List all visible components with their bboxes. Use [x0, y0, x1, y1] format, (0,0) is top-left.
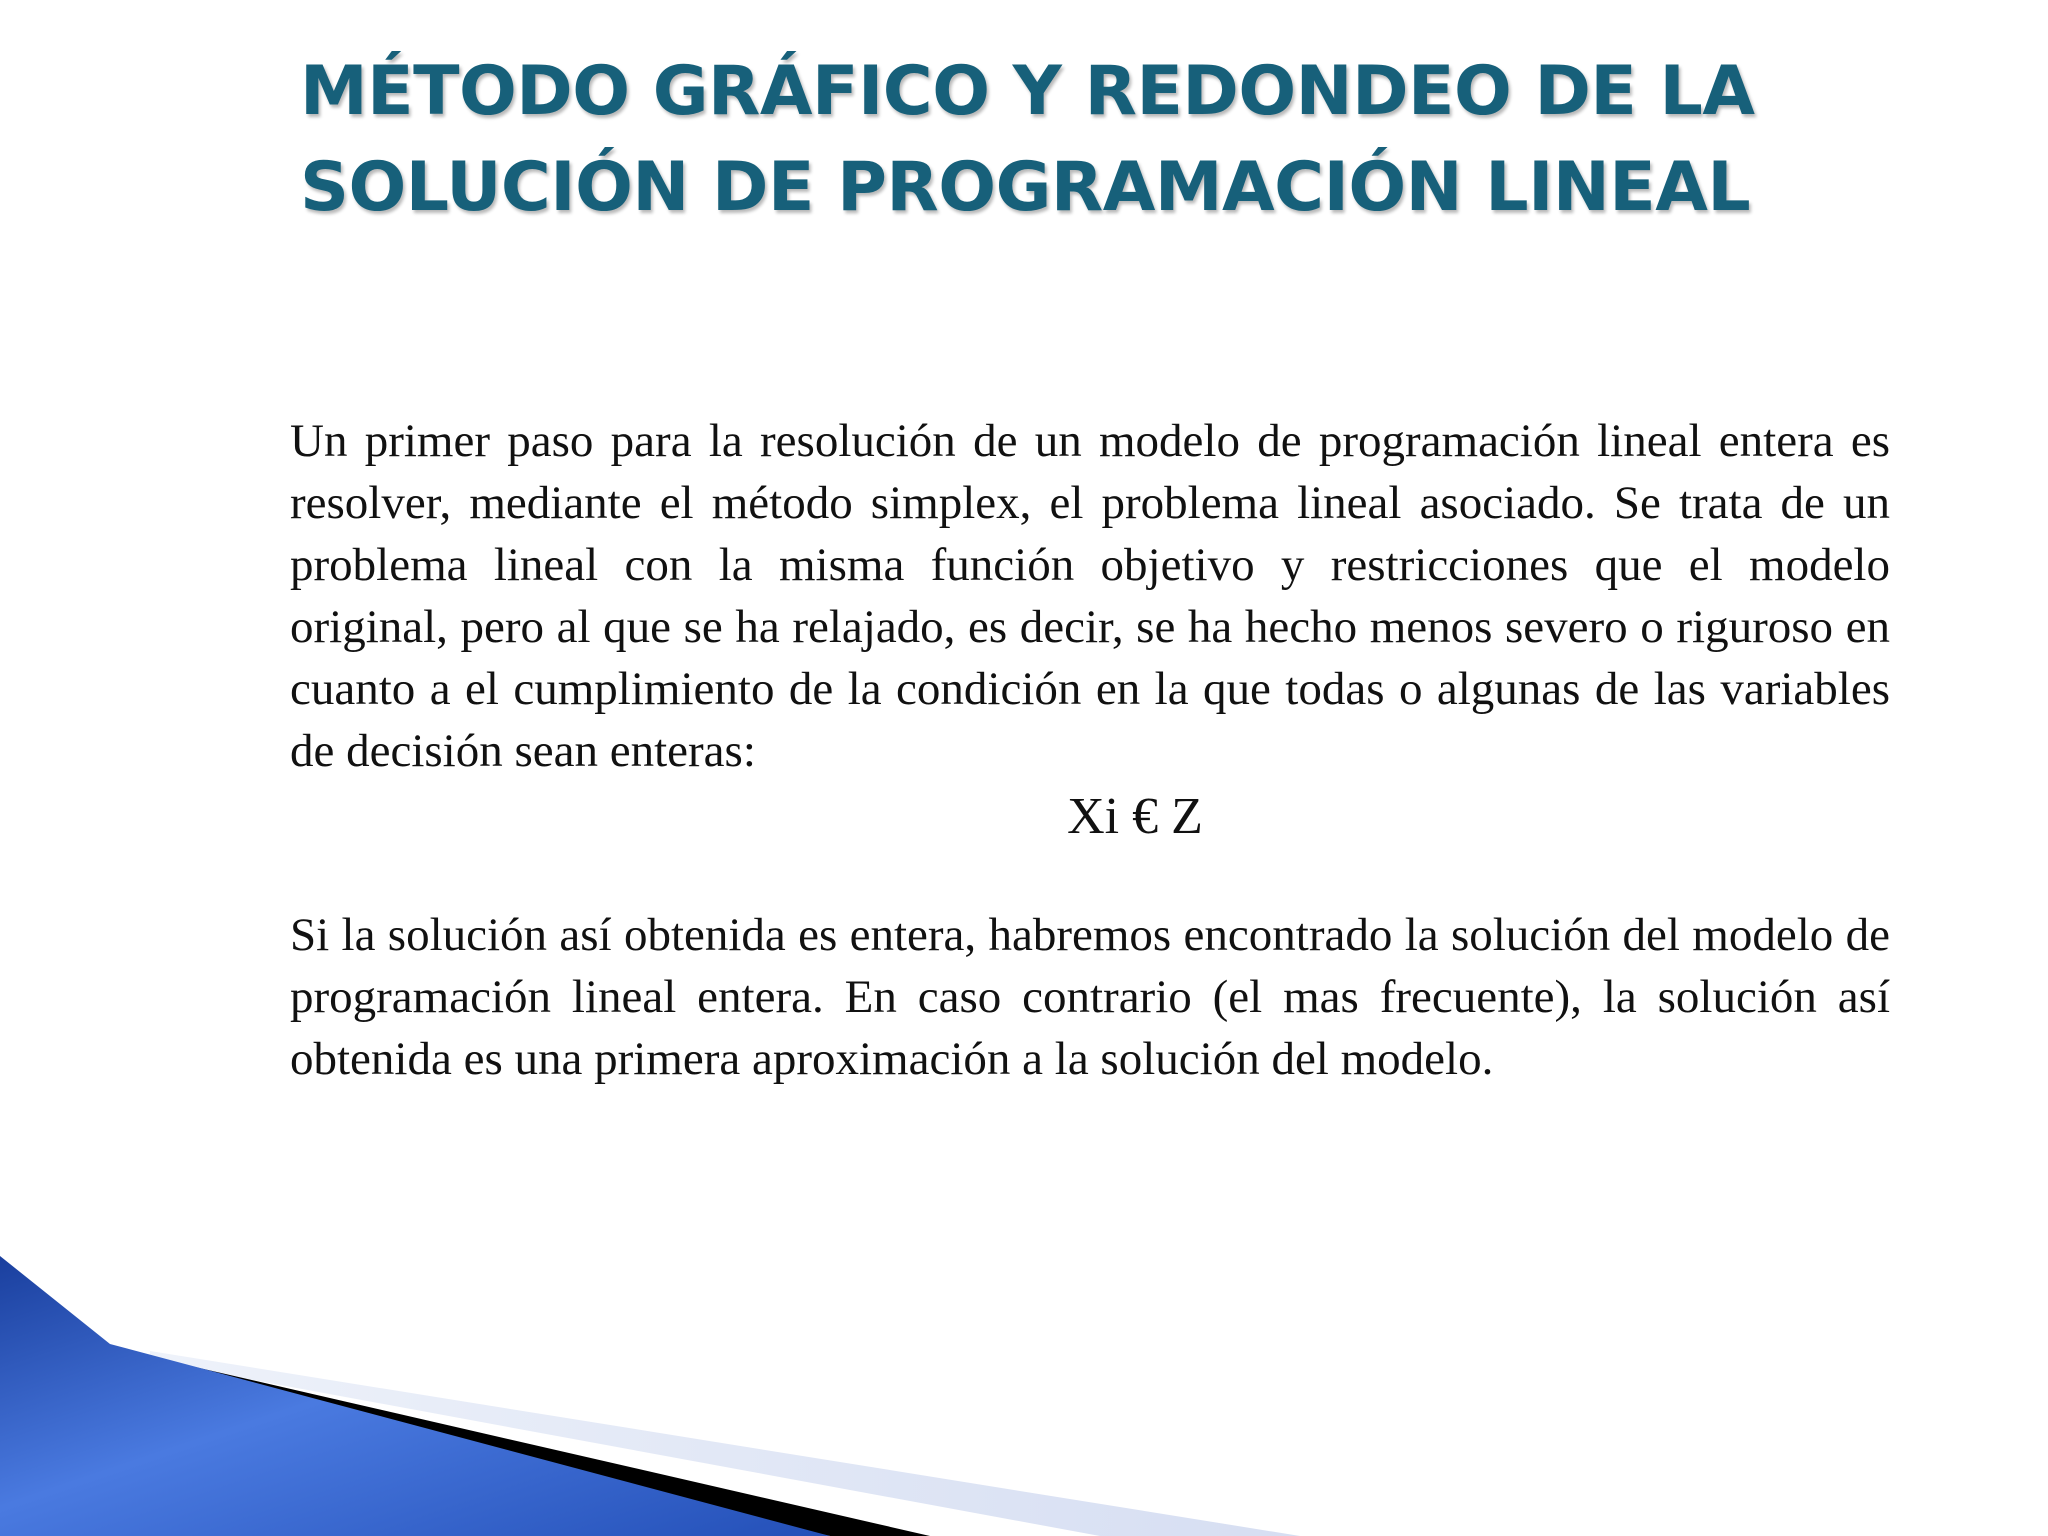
slide-title-line-1: MÉTODO GRÁFICO Y REDONDEO DE LA — [300, 52, 1755, 131]
corner-swoosh-decoration — [0, 1256, 1300, 1536]
slide-body — [290, 410, 1890, 1090]
slide-title-line-2: SOLUCIÓN DE PROGRAMACIÓN LINEAL — [300, 148, 1751, 227]
paragraph-intro: Un primer paso para la resolución de un modelo de programación lineal entera es resolver, mediante el método simplex, el problema lineal asociado. Se trata de un problema lineal con la misma función objetivo y restricciones que el modelo original, pero al que se ha relajado, es decir, se ha hecho menos severo o riguroso en cuanto a el cumplimiento de la condición en la que todas o algunas de las variables de decisión sean enteras: — [290, 415, 1890, 777]
integer-condition-formula: Xi € Z — [1067, 788, 1203, 845]
paragraph-conclusion: Si la solución así obtenida es entera, habremos encontrado la solución del modelo de programación lineal entera. En caso contrario (el mas frecuente), la solución así obtenida es una primera aproximación a la solución del modelo. — [290, 909, 1890, 1085]
slide-title — [300, 44, 1755, 236]
